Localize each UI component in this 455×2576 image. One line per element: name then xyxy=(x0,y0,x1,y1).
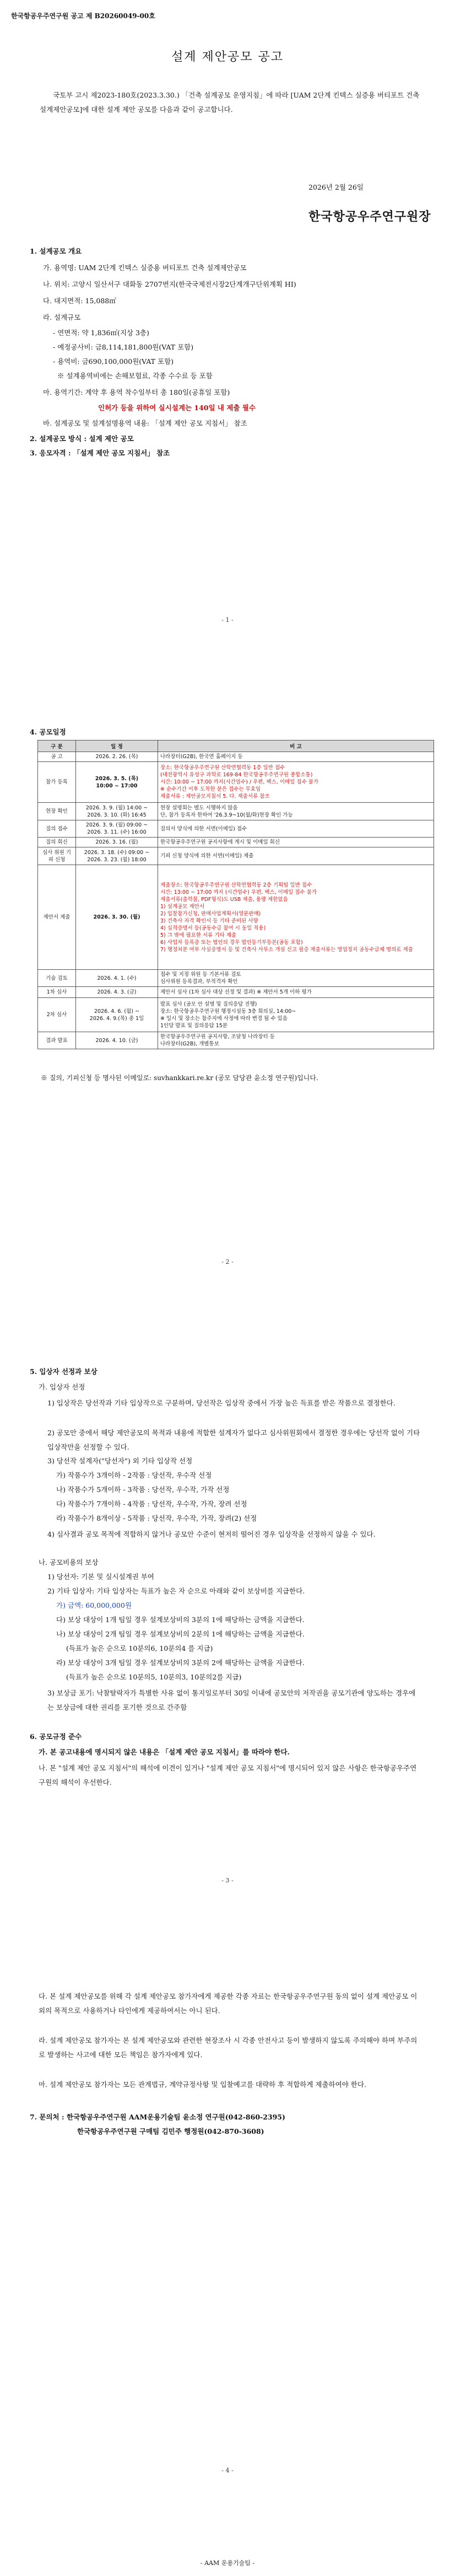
p1-line: 나. 위치: 고양시 일산서구 대화동 2707번지(한국국제전시장2단계개구단위계획 HI) xyxy=(43,280,296,288)
row-category: 제안서 제출 xyxy=(38,865,76,970)
p4-line: 마. 설계 제안공모 참가자는 모든 관계법규, 계약규정사항 및 입찰예고를 대략하 후 적합하게 제출하여야 한다. xyxy=(39,2080,366,2089)
p1-line: - 용역비: 금690,100,000원(VAT 포함) xyxy=(53,357,174,366)
p3-line: 가) 작품수가 3개이하 - 2작품 : 당선작, 우수작 선정 xyxy=(56,1471,212,1479)
p1-line: - 연면적: 약 1,836㎡(지상 3층) xyxy=(53,329,149,337)
row-category: 결과 발표 xyxy=(38,1032,76,1049)
table-row xyxy=(38,847,434,865)
row-remark: 발표 심사 (공모 안 설명 및 질의응답 진행) 장소: 한국항공우주연구원 행정시설동 3층 회의실, 14:00~ ※ 일시 및 장소는 참주지에 사정에 따라 변경 될 수 있음 1인당 발표 및 질의응답 15분 xyxy=(158,998,434,1032)
row-category: 참가 등록 xyxy=(38,762,76,803)
p3-line: 1) 입상작은 당선작과 기타 입상작으로 구분하며, 당선작은 입상작 중에서 가장 높은 득표를 받은 작품으로 결정한다. xyxy=(47,1399,396,1407)
table-header-row xyxy=(38,740,434,752)
section-4-heading: 4. 공모일정 xyxy=(30,728,66,736)
table-row xyxy=(38,998,434,1032)
row-remark: 기피 신청 양식에 의한 서면(이메일) 제출 xyxy=(158,847,434,865)
p3-line: (득표가 높은 순으로 10분의6, 10분의4 를 지급) xyxy=(66,1644,213,1652)
row-category: 질의 회신 xyxy=(38,838,76,847)
section-2-heading: 2. 설계공모 방식 : 설계 제안 공모 xyxy=(30,434,134,443)
document-number: 한국항공우주연구원 공고 제 B20260049-00호 xyxy=(11,12,155,20)
p3-line: 다) 보상 대상이 1개 팀일 경우 설계보상비의 3분의 1에 해당하는 금액을 지급한다. xyxy=(56,1616,305,1624)
section-1-heading: 1. 설계공모 개요 xyxy=(30,247,82,255)
p1-line: ※ 설계용역비에는 손해보험료, 각종 수수료 등 포함 xyxy=(57,372,213,380)
p3-line: 가. 입상자 선정 xyxy=(39,1383,85,1391)
row-date: 2026. 3. 9. (월) 09:00 ~ 2026. 3. 11. (수) 16:00 xyxy=(76,820,158,838)
p1-line-duration: 마. 용역기간: 계약 후 용역 착수일부터 총 180일(공휴일 포함) xyxy=(43,388,230,396)
p3-line: 다) 작품수가 7개이하 - 4작품 : 당선작, 우수작, 가작, 장려 선정 xyxy=(56,1500,247,1508)
row-category: 질의 접수 xyxy=(38,820,76,838)
row-date: 2026. 2. 26. (목) xyxy=(76,752,158,762)
p3-line: 2) 공모안 중에서 해당 제안공모의 목적과 내용에 적합한 설계자가 없다고 심사위원회에서 결정한 경우에는 당선작 없이 기타 입상작만을 선정할 수 있다. xyxy=(47,1429,420,1451)
row-category: 현장 확인 xyxy=(38,803,76,820)
p1-line: 바. 설계공모 및 설계설명용역 내용: 「설계 제안 공모 지침서」 참조 xyxy=(43,419,247,427)
section-6-heading: 6. 공모규정 준수 xyxy=(30,1732,82,1741)
table-row xyxy=(38,803,434,820)
p1-line-required: 인허가 등을 위하여 실시설계는 140일 내 제출 필수 xyxy=(98,404,256,412)
row-date: 2026. 3. 9. (월) 14:00 ~ 2026. 3. 10. (화) 16:45 xyxy=(76,803,158,820)
row-category: 1차 심사 xyxy=(38,987,76,998)
section-5-heading: 5. 입상자 선정과 보상 xyxy=(30,1367,98,1376)
row-remark: 현장 설명회는 별도 시행하지 않음 단, 참가 등록자 한하여 '26.3.9~10(월/화)현장 확인 가능 xyxy=(158,803,434,820)
issuer-name: 한국항공우주연구원장 xyxy=(308,210,431,224)
table-row xyxy=(38,838,434,847)
p3-line: 나) 작품수가 5개이하 - 3작품 : 당선작, 우수작, 가작 선정 xyxy=(56,1485,230,1494)
page-number: - 2 - xyxy=(221,1258,234,1265)
table-row xyxy=(38,752,434,762)
row-date: 2026. 3. 18. (수) 09:00 ~ 2026. 3. 23. (월) 18:00 xyxy=(76,847,158,865)
contact-note: ※ 질의, 기피신청 등 명사된 이메일로: suvhankkari.re.kr (공모 담당관 윤소정 연구원)입니다. xyxy=(41,1074,318,1082)
p3-line: 나. 본 "설계 제안 공모 지침서"의 해석에 이견이 있거나 "설계 제안 공모 지침서"에 명시되어 있지 않은 사항은 한국항공우주연구원의 해석이 우선한다. xyxy=(39,1764,417,1786)
row-remark: 나라장터(G2B), 한국연 홈페이지 등 xyxy=(158,752,434,762)
row-category: 심사 위원 기피 신청 xyxy=(38,847,76,865)
p4-line: 라. 설계 제안공모 참가자는 본 설계 제안공모와 관련한 현장조사 시 각종 안전사고 등이 발생하지 않도록 주의해야 하며 부주의로 발생하는 사고에 대한 모든 책임은 참가자에게 있다. xyxy=(39,2036,418,2059)
row-remark: 장소: 한국항공우주연구원 산학연협력동 1층 일반 접수 (대전광역시 유성구 과학로 169-84 한국항공우주연구원 종합소통) 시간: 10:00 ~ 17:00 까지(시간엄수) / 우편, 팩스, 이메일 접수 불가 ※ 순수기간 이후 도착한 분은 접수는 무효임 제출서류 : 제안공모지침서 5. 다. 제출서류 참조 xyxy=(158,762,434,803)
page-title: 설계 제안공모 공고 xyxy=(171,50,284,64)
row-date: 2026. 3. 5. (목) 10:00 ~ 17:00 xyxy=(76,762,158,803)
p3-line: 나) 보상 대상이 2개 팀일 경우 설계보상비의 2분의 1에 해당하는 금액을 지급한다. xyxy=(56,1630,305,1638)
table-row xyxy=(38,865,434,970)
page-number: - 1 - xyxy=(221,616,234,624)
contact-line: 7. 문의처 : 한국항공우주연구원 AAM운용기술팀 윤소정 연구원(042-860-2395) xyxy=(30,2113,285,2121)
header-schedule: 일 정 xyxy=(76,740,158,752)
p3-line: 3) 당선작 설계자("당선자") 외 기타 입상작 선정 xyxy=(47,1457,193,1465)
row-remark: 한국항공우주연구원 공지사항, 조달청 나라장터 등 나라장터(G2B), 개별통보 xyxy=(158,1032,434,1049)
p4-line: 다. 본 설계 제안공모를 위해 각 설계 제안공모 참가자에게 제공한 각종 자료는 한국항공우주연구원 동의 없이 설계 제안공모 이외의 목적으로 사용하거나 타인에게 제공하여서는 아니 된다. xyxy=(39,1992,418,2015)
row-category: 2차 심사 xyxy=(38,998,76,1032)
row-remark: 한국항공우주연구원 공지사항에 게시 및 이메일 회신 xyxy=(158,838,434,847)
table-row xyxy=(38,987,434,998)
row-category: 공 고 xyxy=(38,752,76,762)
row-remark: 접수 및 지정 위원 등 기본서류 검토 심사위원 등록결과, 부적격자 확인 xyxy=(158,970,434,987)
table-row xyxy=(38,1032,434,1049)
row-remark: 제출장소: 한국항공우주연구원 산학연협력동 2층 기획팀 일반 접수 시간: 13:00 ~ 17:00 까지 (시간엄수) 우편, 팩스, 이메일 접수 불가 제출서류(출력물, PDF형식)도 USB 제출, 용량 제한없음 1) 설계공모 제안서 2) 입찰참가신청, 판매사업계획서(영문판매) 3) 건축사 자격 확인서 등 기타 준비된 사항 4) 실적증명서 등(공동수급 참여 시 동일 적용) 5) 그 밖에 필요한 서류 기타 제출 6) 사업자 등록증 또는 법인의 경우 법인등기부등본(공동 포함) 7) 행정처분 여부 사실증명서 등 및 건축사 사무소 개설 신고 필증 제출서류는 영업정지 공동수급체 명의로 제출 xyxy=(158,865,434,970)
row-date: 2026. 3. 16. (월) xyxy=(76,838,158,847)
p1-line: 라. 설계규모 xyxy=(43,313,81,321)
row-date: 2026. 4. 6. (월) ~ 2026. 4. 9.(목) 중 1일 xyxy=(76,998,158,1032)
table-row xyxy=(38,820,434,838)
p1-line: 가. 용역명: UAM 2단계 킨텍스 실증용 버티포트 건축 설계제안공모 xyxy=(43,264,247,272)
page-number: - 3 - xyxy=(221,1877,234,1884)
row-date: 2026. 4. 3. (금) xyxy=(76,987,158,998)
p1-line: 다. 대지면적: 15,088㎡ xyxy=(43,297,116,305)
p3-line: 라) 작품수가 8개이상 - 5작품 : 당선작, 우수작, 가작, 장려(2) 선정 xyxy=(56,1514,257,1522)
page-number: - 4 - xyxy=(221,2467,234,2474)
row-category: 기술 검토 xyxy=(38,970,76,987)
schedule-table xyxy=(37,740,434,1049)
row-date: 2026. 3. 30. (월) xyxy=(76,865,158,970)
p3-line: 라) 보상 대상이 3개 팀일 경우 설계보상비의 3분의 2에 해당하는 금액을 지급한다. xyxy=(56,1659,305,1667)
row-date: 2026. 4. 1. (수) xyxy=(76,970,158,987)
header-category: 구 분 xyxy=(38,740,76,752)
intro-paragraph: 국토부 고시 제2023-180호(2023.3.30.) 「건축 설계공모 운영지침」에 따라 [UAM 2단계 킨텍스 실증용 버티포트 건축 설계제안공모]에 대한 설계 제안 공모를 다음과 같이 공고합니다. xyxy=(40,91,420,114)
contact-line: 한국항공우주연구원 구매팀 김민주 행정원(042-870-3608) xyxy=(77,2127,264,2135)
p3-line: (득표가 높은 순으로 10분의5, 10분의3, 10분의2를 지급) xyxy=(66,1673,242,1681)
header-remarks: 비 고 xyxy=(158,740,434,752)
table-row xyxy=(38,970,434,987)
p1-line: - 예정공사비: 금8,114,181,800원(VAT 포함) xyxy=(53,343,194,351)
p3-line: 3) 보상금 포기: 낙찰탈락자가 특별한 사유 없이 통지일로부터 30일 이내에 공모안의 저작권을 공모기관에 양도하는 경우에는 보상금에 대한 권리를 포기한 것으로 간주함 xyxy=(47,1689,416,1711)
p3-line: 1) 당선자: 기본 및 실시설계권 부여 xyxy=(47,1573,154,1581)
p3-line: 2) 기타 입상자: 기타 입상자는 득표가 높은 자 순으로 아래와 같이 보상비를 지급한다. xyxy=(47,1587,305,1595)
announcement-date: 2026년 2월 26일 xyxy=(308,183,364,191)
team-footer: - AAM 운용기술팀 - xyxy=(200,2559,255,2567)
section-3-heading: 3. 응모자격 : 「설계 제안 공모 지침서」 참조 xyxy=(30,449,170,457)
row-remark: 제안서 심사 (1차 심사 대상 선정 및 결과) ※ 제안서 5개 이하 평가 xyxy=(158,987,434,998)
p3-line: 4) 심사결과 공모 목적에 적합하지 않거나 공모안 수준이 현저히 떨어진 경우 입상작을 선정하지 않을 수 있다. xyxy=(47,1530,376,1538)
p3-line: 나. 공모비용의 보상 xyxy=(39,1558,99,1566)
table-row xyxy=(38,762,434,803)
row-date: 2026. 4. 10. (금) xyxy=(76,1032,158,1049)
row-remark: 질의서 양식에 의한 서면(이메일) 접수 xyxy=(158,820,434,838)
p3-line-amount: 가) 금액: 60,000,000원 xyxy=(56,1601,132,1609)
p3-line: 가. 본 공고내용에 명시되지 않은 내용은 「설계 제안 공모 지침서」를 따라야 한다. xyxy=(39,1748,290,1756)
